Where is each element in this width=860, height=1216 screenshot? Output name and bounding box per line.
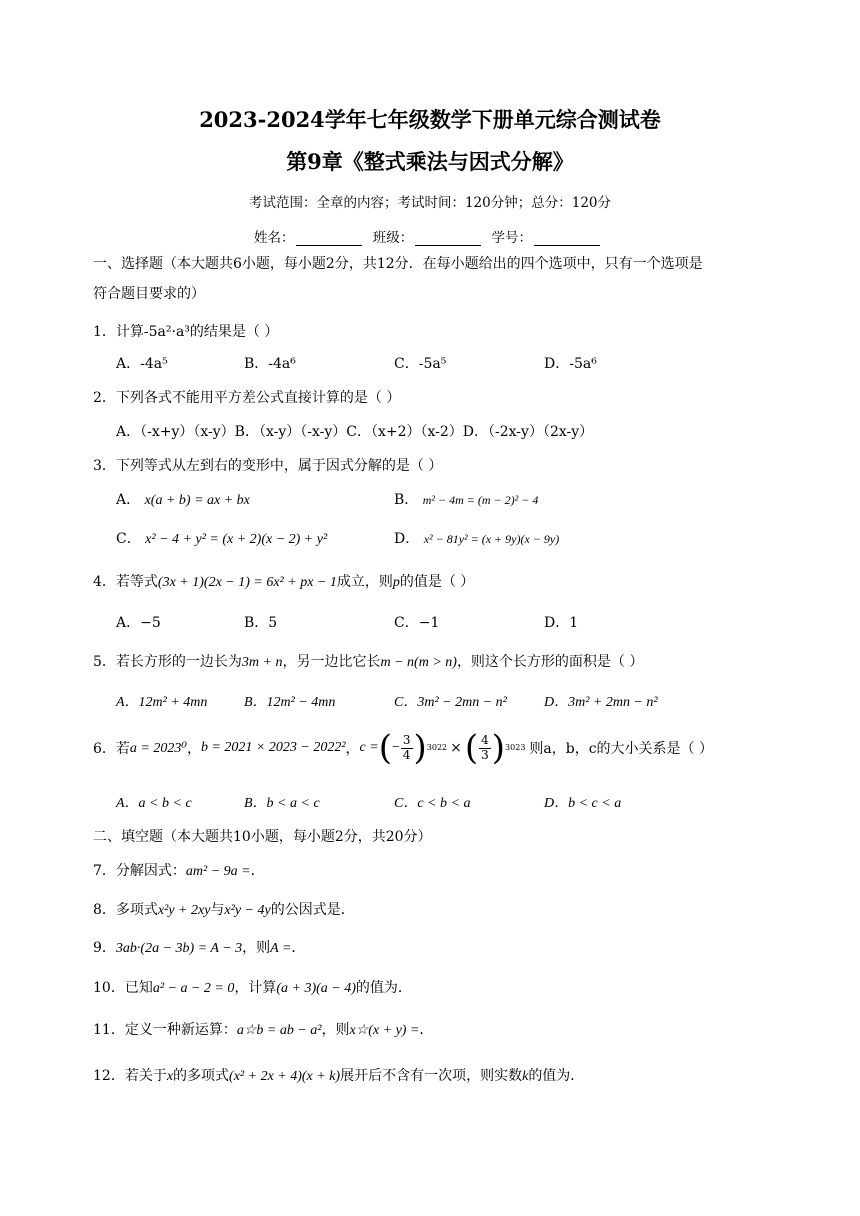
q2-stem: 2．下列各式不能用平方差公式直接计算的是（ ）: [93, 390, 401, 406]
q4-option-b: B．5: [244, 615, 278, 631]
q1-stem: 1．计算-5a²·a³的结果是（ ）: [93, 324, 279, 340]
q4-option-d: D．1: [544, 615, 579, 631]
q3-stem: 3．下列等式从左到右的变形中，属于因式分解的是（ ）: [93, 458, 443, 474]
q1-option-b: B．-4a⁶: [244, 356, 296, 372]
q5-option-a: A．12m² + 4mn: [116, 695, 208, 710]
class-label: 班级：: [372, 230, 414, 246]
q11-stem: 11．定义一种新运算：a☆b = ab − a²，则x☆(x + y) =．: [93, 1022, 434, 1038]
q9-stem: 9．3ab·(2a − 3b) = A − 3，则A =．: [93, 940, 306, 956]
q10-stem: 10．已知a² − a − 2 = 0，计算(a + 3)(a − 4)的值为．: [93, 980, 412, 996]
q4-option-c: C．−1: [394, 615, 440, 631]
paper-subtitle: 第9章《整式乘法与因式分解》: [286, 149, 574, 174]
q5-stem: 5．若长方形的一边长为3m + n，另一边比它长m − n(m > n)，则这个长方形的面积是（ ）: [93, 654, 644, 670]
id-label: 学号：: [491, 230, 533, 246]
q3-option-d: D． x² − 81y² = (x + 9y)(x − 9y): [394, 531, 560, 547]
section2-heading: 二、填空题（本大题共10小题，每小题2分，共20分）: [93, 829, 432, 845]
student-info-row: [0, 226, 860, 246]
name-label: 姓名：: [253, 230, 295, 246]
class-blank[interactable]: [415, 231, 481, 246]
q5-option-d: D．3m² + 2mn − n²: [544, 695, 658, 710]
q12-stem: 12．若关于x的多项式(x² + 2x + 4)(x + k)展开后不含有一次项，则实数k的值为．: [93, 1068, 585, 1084]
q6-option-c: C．c < b < a: [394, 796, 471, 811]
q6-fraction-2: $\frac{4}{3}$: [481, 733, 489, 762]
q5-option-b: B．12m² − 4mn: [244, 695, 336, 710]
q1-option-d: D．-5a⁶: [544, 356, 597, 372]
section1-heading-line1: 一、选择题（本大题共6小题，每小题2分，共12分．在每小题给出的四个选项中，只有一个选项是: [93, 256, 703, 272]
q4-equation: (3x + 1)(2x − 1) = 6x² + px − 1: [157, 575, 337, 590]
q5-option-c: C．3m² − 2mn − n²: [394, 695, 507, 710]
q8-stem: 8．多项式x²y + 2xy与x²y − 4y的公因式是．: [93, 902, 355, 918]
q4-option-a: A．−5: [116, 615, 161, 631]
q3-option-b: B． m² − 4m = (m − 2)² − 4: [394, 492, 539, 508]
q1-option-a: A．-4a⁵: [116, 356, 168, 372]
q6-option-b: B．b < a < c: [244, 796, 320, 811]
q1-option-c: C．-5a⁵: [394, 356, 447, 372]
section1-heading-line2: 符合题目要求的）: [93, 286, 205, 302]
q7-stem: 7．分解因式：am² − 9a =．: [93, 863, 265, 879]
q2-options: A．（-x+y）（x-y）B．（x-y）（-x-y）C．（x+2）（x-2）D．（-2x-y）（2x-y）: [116, 424, 594, 440]
q6-fraction-1: $\frac{3}{4}$: [402, 733, 411, 762]
q6-option-a: A．a < b < c: [116, 796, 192, 811]
q3-option-a: A． x(a + b) = ax + bx: [116, 492, 250, 508]
exam-info: 考试范围：全章的内容；考试时间：120分钟；总分：120分: [248, 195, 612, 211]
q6-option-d: D．b < c < a: [544, 796, 622, 811]
name-blank[interactable]: [296, 231, 362, 246]
paper-title: 2023-2024学年七年级数学下册单元综合测试卷: [199, 107, 661, 132]
q3-option-c: C． x² − 4 + y² = (x + 2)(x − 2) + y²: [116, 531, 328, 547]
q4-stem: 4．若等式(3x + 1)(2x − 1) = 6x² + px − 1成立，则p的值是（ ）: [93, 574, 475, 590]
id-blank[interactable]: [534, 231, 600, 246]
q6-stem: 6．若 a = 2023⁰ ， b = 2021 × 2023 − 2022² ， c = ( − $\frac{3}{4}$ ) 3022 × ( $\frac{4}{3}$ ) 3023 则a，b，c的大小关系是（ ）: [93, 728, 714, 768]
